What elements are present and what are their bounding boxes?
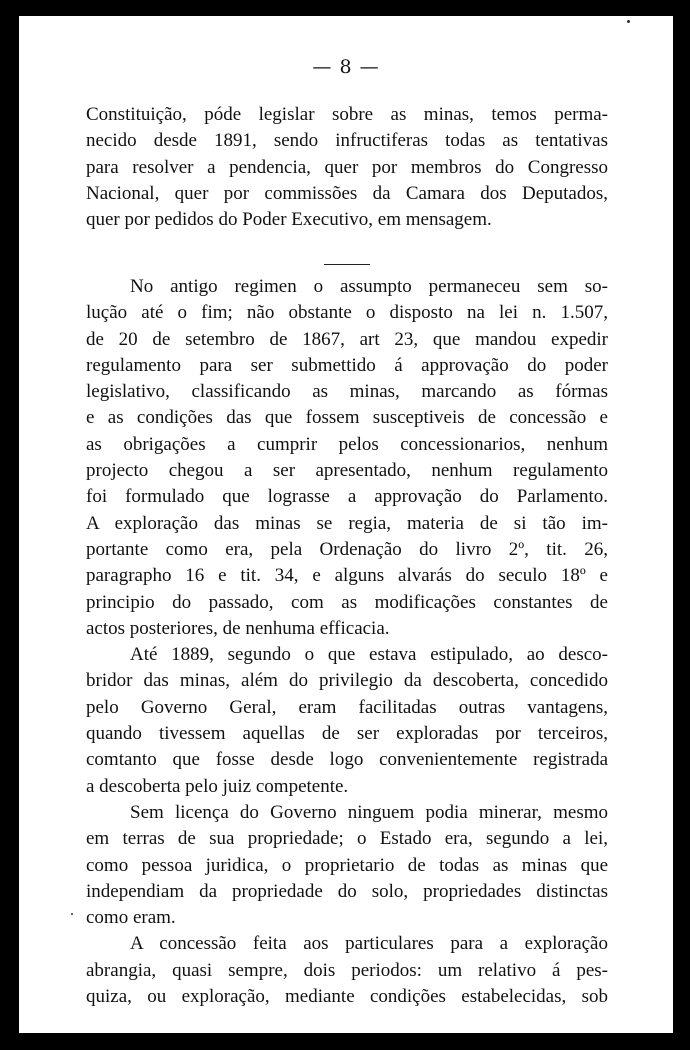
text-line: Constituição, póde legislar sobre as minas, temos perma- <box>86 104 608 125</box>
text-line: quando tivessem aquellas de ser exploradas por terceiros, <box>86 723 608 745</box>
paragraph-1 <box>86 102 608 233</box>
body-text <box>86 274 608 1010</box>
text-line: abrangia, quasi sempre, dois periodos: um relativo á pes- <box>86 959 608 981</box>
text-line: regulamento para ser submettido á approvação do poder <box>86 354 608 376</box>
text-line: Sem licença do Governo ninguem podia minerar, mesmo <box>130 801 608 823</box>
text-line: em terras de sua propriedade; o Estado era, segundo a lei, <box>86 828 608 850</box>
text-line: Até 1889, segundo o que estava estipulado, ao desco- <box>130 644 608 666</box>
text-line: projecto chegou a ser apresentado, nenhum regulamento <box>86 460 608 482</box>
text-line: para resolver a pendencia, quer por membros do Congresso <box>86 156 608 178</box>
scan-speck <box>627 20 630 23</box>
text-line: a descoberta pelo juiz competente. <box>86 775 349 797</box>
text-line: de 20 de setembro de 1867, art 23, que mandou expedir <box>86 328 608 350</box>
text-line: bridor das minas, além do privilegio da descoberta, concedido <box>86 670 608 692</box>
text-line: quiza, ou exploração, mediante condições estabelecidas, sob <box>86 986 608 1008</box>
text-line: Nacional, quer por commissões da Camara dos Deputados, <box>86 182 608 204</box>
text-line: No antigo regimen o assumpto permaneceu sem so- <box>130 276 608 297</box>
text-line: portante como era, pela Ordenação do livro 2º, tit. 26, <box>86 538 608 560</box>
text-line: e as condições das que fossem susceptiveis de concessão e <box>86 407 608 429</box>
text-line: principio do passado, com as modificações constantes de <box>86 591 608 613</box>
paragraph-3 <box>86 642 608 800</box>
scan-speck <box>71 913 73 915</box>
paragraph-4 <box>86 800 608 931</box>
text-line: as obrigações a cumprir pelos concessionarios, nenhum <box>86 433 608 455</box>
text-line: comtanto que fosse desde logo convenientemente registrada <box>86 749 608 771</box>
document-page <box>19 16 673 1033</box>
text-line: quer por pedidos do Poder Executivo, em mensagem. <box>86 209 492 231</box>
text-line: como pessoa juridica, o proprietario de todas as minas que <box>86 854 608 876</box>
text-line: paragrapho 16 e tit. 34, e alguns alvarás do seculo 18º e <box>86 565 608 587</box>
text-line: actos posteriores, de nenhuma efficacia. <box>86 617 390 639</box>
text-line: independiam da propriedade do solo, propriedades distinctas <box>86 880 608 902</box>
paragraph-5 <box>86 931 608 1010</box>
page-number: — 8 — <box>312 56 380 78</box>
text-line: A concessão feita aos particulares para a exploração <box>130 933 608 955</box>
section-divider <box>324 264 370 265</box>
text-line: legislativo, classificando as minas, marcando as fórmas <box>86 381 608 403</box>
text-line: pelo Governo Geral, eram facilitadas outras vantagens, <box>86 696 608 718</box>
text-line: necido desde 1891, sendo infructiferas todas as tentativas <box>86 130 608 152</box>
text-line: foi formulado que lograsse a approvação do Parlamento. <box>86 486 608 508</box>
paragraph-2 <box>86 274 608 642</box>
text-line: lução até o fim; não obstante o disposto na lei n. 1.507, <box>86 302 608 324</box>
text-line: A exploração das minas se regia, materia de si tão im- <box>86 512 608 534</box>
text-line: como eram. <box>86 907 176 929</box>
